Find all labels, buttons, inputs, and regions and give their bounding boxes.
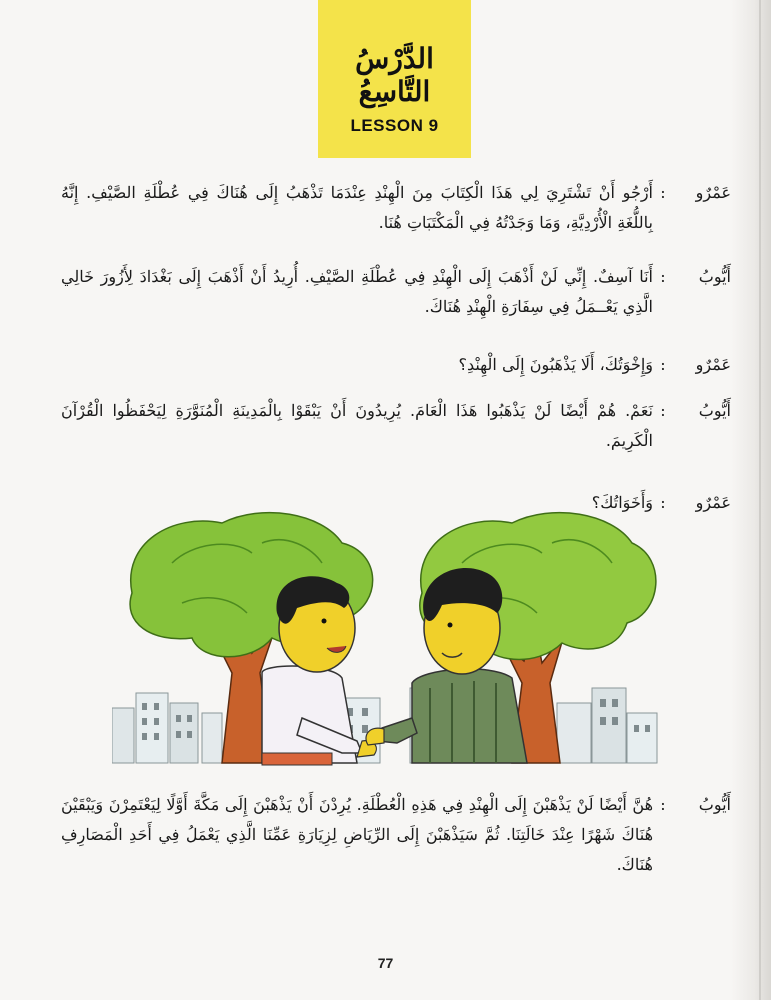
page-number: 77 bbox=[377, 955, 394, 971]
page-edge bbox=[731, 0, 771, 1000]
speech-text: نَعَمْ. هُمْ أَيْضًا لَنْ يَذْهَبُوا هَذَا الْعَامَ. يُرِيدُونَ أَنْ يَبْقَوْا بِالْمَدِينَةِ الْمُنَوَّرَةِ لِيَحْفَظُوا الْقُرْآنَ الْكَرِيمَ. bbox=[61, 401, 653, 450]
lesson-title-english: LESSON 9 bbox=[350, 116, 439, 135]
speaker-name: عَمْرٌو bbox=[695, 183, 731, 202]
speech-text: أَرْجُو أَنْ تَشْتَرِيَ لِي هَذَا الْكِتَابَ مِنَ الْهِنْدِ عِنْدَمَا تَذْهَبُ إِلَى هُنَاكَ فِي عُطْلَةِ الصَّيْفِ. إِنَّهُ بِاللُّغَةِ الْأُرْدِيَّةِ، وَمَا وَجَدْتُهُ فِي الْمَكْتَبَاتِ هُنَا. bbox=[61, 183, 654, 232]
speaker-name: أَيُّوبُ bbox=[698, 401, 731, 420]
speaker-colon: : bbox=[660, 267, 666, 286]
speaker-colon: : bbox=[660, 183, 666, 202]
dialogue-line bbox=[61, 396, 731, 456]
dialogue-line bbox=[61, 262, 731, 322]
speaker-name: عَمْرٌو bbox=[695, 355, 731, 374]
dialogue-line bbox=[61, 350, 731, 380]
speaker-name: عَمْرٌو bbox=[695, 493, 731, 512]
speaker-colon: : bbox=[660, 401, 666, 420]
speaker-colon: : bbox=[660, 493, 666, 512]
dialogue-line bbox=[61, 790, 731, 880]
speaker-name: أَيُّوبُ bbox=[698, 795, 731, 814]
speech-text: هُنَّ أَيْضًا لَنْ يَذْهَبْنَ إِلَى الْهِنْدِ فِي هَذِهِ الْعُطْلَةِ. يُرِدْنَ أَنْ يَذْهَبْنَ إِلَى مَكَّةَ أَوَّلًا لِيَعْتَمِرْنَ وَيَبْقَيْنَ هُنَاكَ شَهْرًا عِنْدَ خَالَتِنَا. ثُمَّ سَيَذْهَبْنَ إِلَى الرِّيَاضِ لِزِيَارَةِ عَمِّنَا الَّذِي يَعْمَلُ فِي أَحَدِ الْمَصَارِفِ هُنَاكَ. bbox=[61, 795, 654, 874]
speaker-name: أَيُّوبُ bbox=[698, 267, 731, 286]
speaker-colon: : bbox=[660, 795, 666, 814]
dialogue-line bbox=[61, 178, 731, 238]
background-buildings bbox=[112, 688, 657, 763]
speech-text: أَنَا آسِفٌ. إِنِّي لَنْ أَذْهَبَ إِلَى الْهِنْدِ فِي عُطْلَةِ الصَّيْفِ. أُرِيدُ أَنْ أَذْهَبَ إِلَى بَغْدَادَ لِأَزُورَ خَالِي الَّذِي يَعْــمَلُ فِي سِفَارَةِ الْهِنْدِ هُنَاكَ. bbox=[61, 267, 653, 316]
illustration-two-boys bbox=[112, 503, 660, 775]
speaker-colon: : bbox=[660, 355, 666, 374]
lesson-title-arabic: الدَّرْسُ التَّاسِعُ bbox=[355, 42, 434, 108]
lesson-title-box bbox=[318, 0, 471, 158]
speech-text: وَإِخْوَتُكَ، أَلَا يَذْهَبُونَ إِلَى الْهِنْدِ؟ bbox=[458, 355, 653, 374]
speech-text: وَأَخَوَاتُكَ؟ bbox=[591, 493, 653, 512]
